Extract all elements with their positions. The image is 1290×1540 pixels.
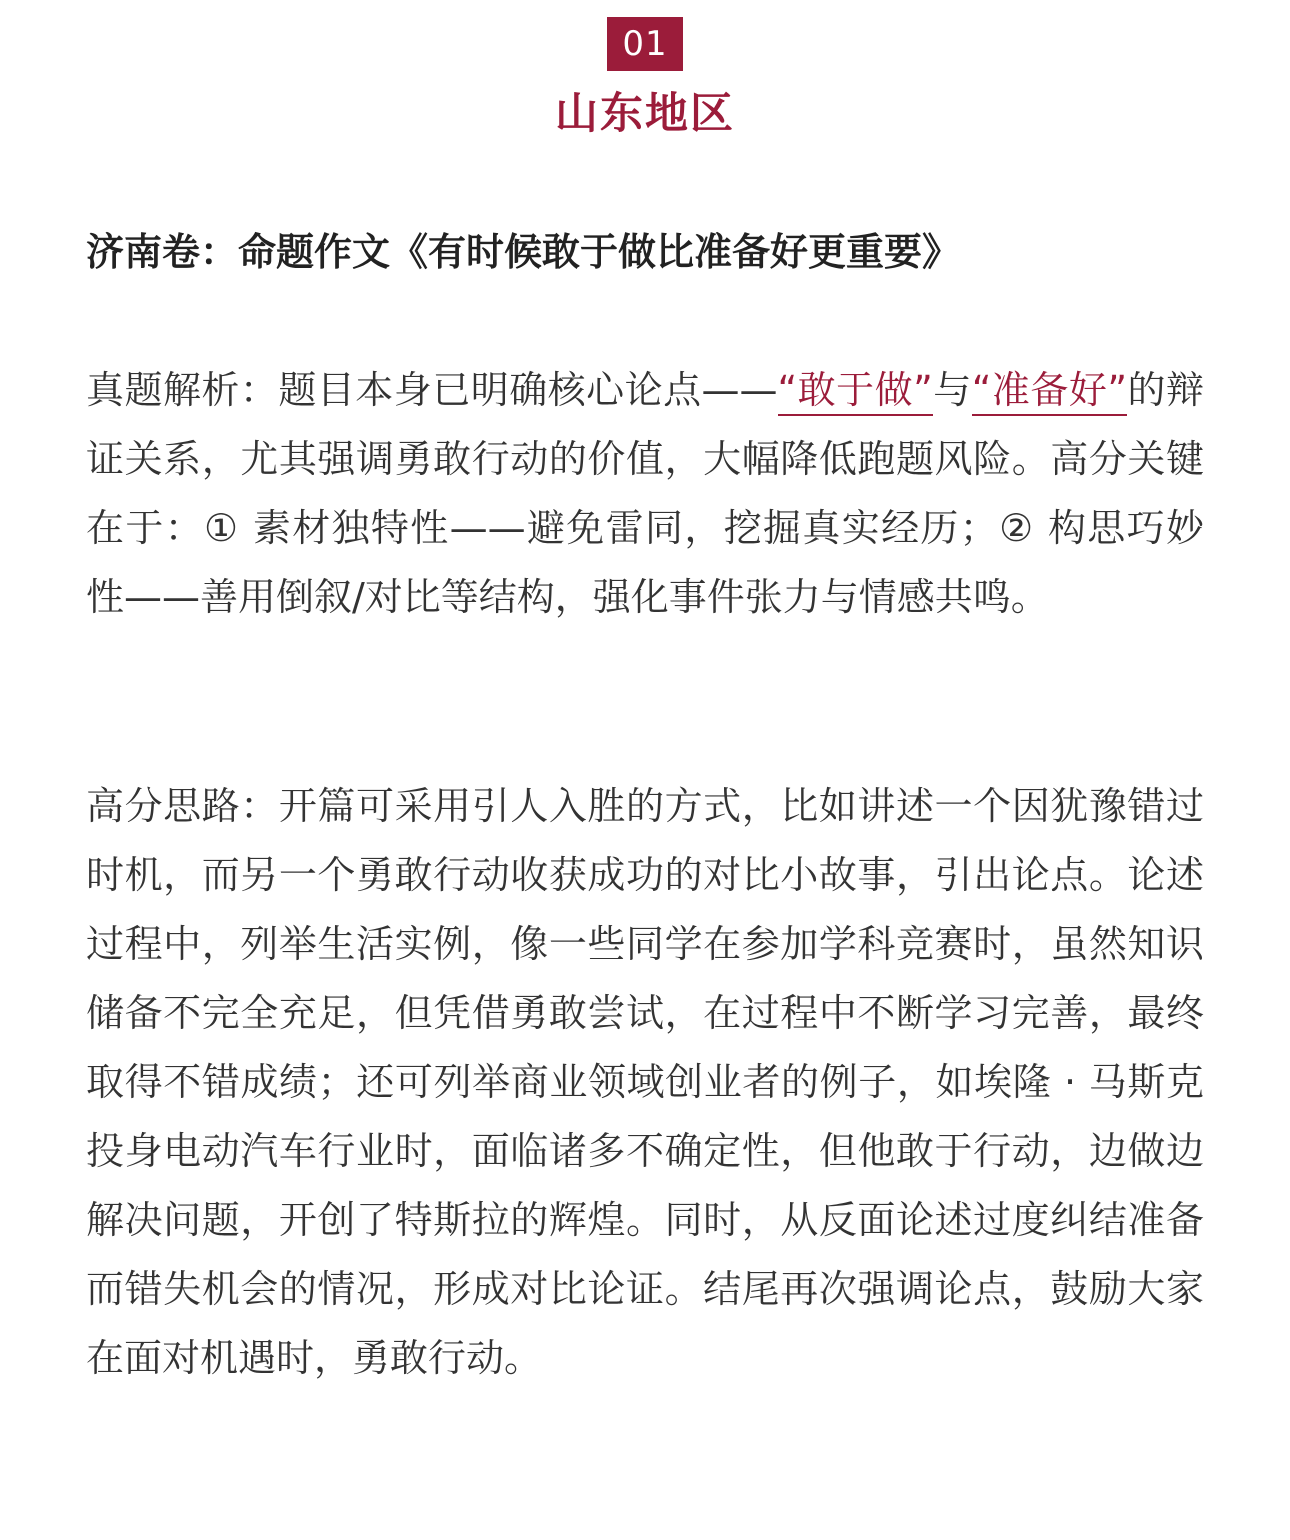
analysis-paragraph bbox=[86, 356, 1204, 632]
section-number-badge: 01 bbox=[607, 17, 683, 71]
analysis-body: 的辩证关系，尤其强调勇敢行动的价值，大幅降低跑题风险。高分关键在于：① 素材独特性——避免雷同，挖掘真实经历；② 构思巧妙性——善用倒叙/对比等结构，强化事件张力与情感共鸣。 bbox=[86, 368, 1204, 619]
highlight-be-prepared: “准备好” bbox=[972, 368, 1127, 416]
exam-heading: 济南卷：命题作文《有时候敢于做比准备好更重要》 bbox=[86, 230, 961, 274]
approach-paragraph: 高分思路：开篇可采用引人入胜的方式，比如讲述一个因犹豫错过时机，而另一个勇敢行动收获成功的对比小故事，引出论点。论述过程中，列举生活实例，像一些同学在参加学科竞赛时，虽然知识储备不完全充足，但凭借勇敢尝试，在过程中不断学习完善，最终取得不错成绩；还可列举商业领域创业者的例子，如埃隆 · 马斯克投身电动汽车行业时，面临诸多不确定性，但他敢于行动，边做边解决问题，开创了特斯拉的辉煌。同时，从反面论述过度纠结准备而错失机会的情况，形成对比论证。结尾再次强调论点，鼓励大家在面对机遇时，勇敢行动。 bbox=[86, 784, 1204, 1380]
highlight-dare-to-do: “敢于做” bbox=[778, 368, 933, 416]
region-title: 山东地区 bbox=[555, 89, 735, 139]
analysis-connector: 与 bbox=[932, 368, 972, 412]
analysis-intro: 真题解析：题目本身已明确核心论点—— bbox=[86, 368, 778, 412]
